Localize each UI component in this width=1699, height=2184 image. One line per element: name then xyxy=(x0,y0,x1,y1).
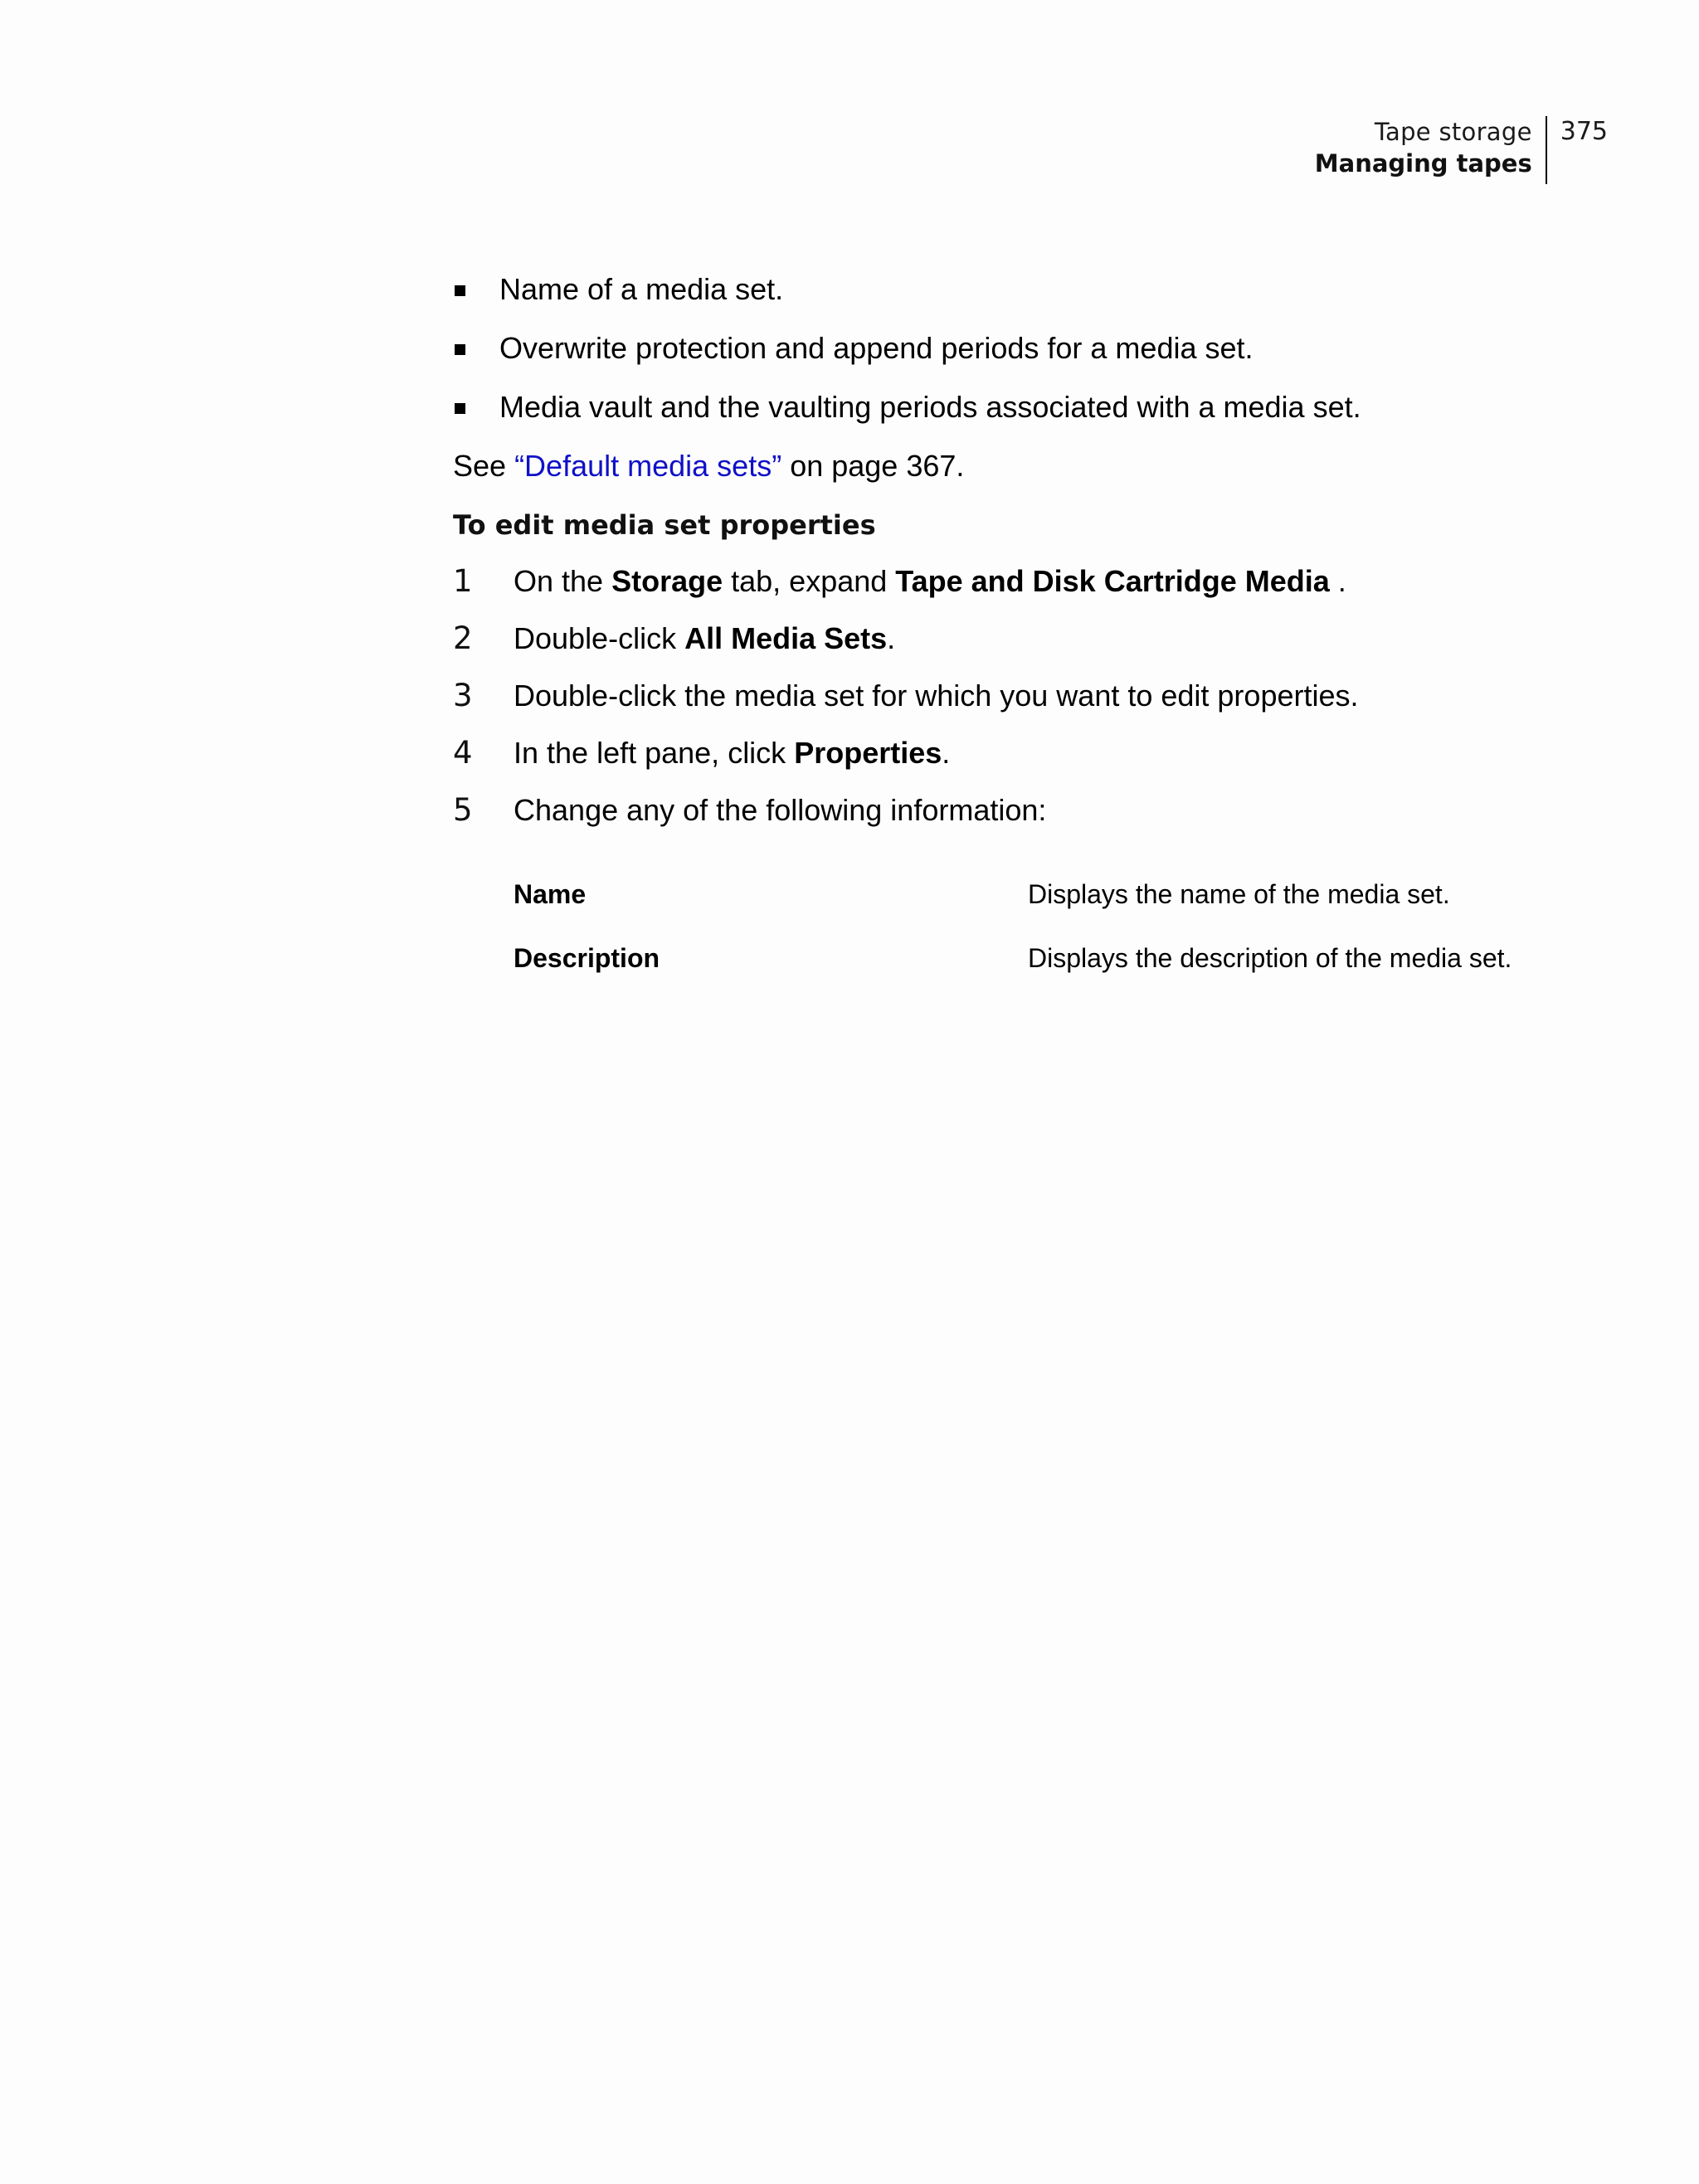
header-chapter-title: Tape storage xyxy=(1374,118,1532,146)
list-item xyxy=(453,270,1614,328)
step-3 xyxy=(453,676,1614,733)
property-description: Displays the name of the media set. xyxy=(1028,879,1450,909)
page-body xyxy=(453,270,1614,990)
step-text-part: Double-click xyxy=(514,621,685,655)
step-4 xyxy=(453,733,1614,790)
running-header xyxy=(1315,116,1608,184)
see-prefix: See xyxy=(453,449,515,483)
step-number: 1 xyxy=(453,563,473,599)
step-text: Double-click the media set for which you want to edit properties. xyxy=(514,679,1359,713)
step-1 xyxy=(453,562,1614,619)
table-row xyxy=(514,863,1512,927)
list-item xyxy=(453,387,1614,446)
step-text: Change any of the following information: xyxy=(514,793,1047,827)
table-row xyxy=(514,927,1512,990)
properties-table xyxy=(514,863,1512,990)
square-bullet-icon xyxy=(455,403,465,414)
step-2 xyxy=(453,619,1614,676)
bullet-list xyxy=(453,270,1614,446)
header-titles xyxy=(1315,116,1547,184)
square-bullet-icon xyxy=(455,344,465,355)
step-number: 4 xyxy=(453,735,473,771)
properties-label: Properties xyxy=(794,736,942,770)
default-media-sets-link[interactable]: “Default media sets” xyxy=(514,449,782,483)
step-number: 2 xyxy=(453,620,473,656)
step-text-part: . xyxy=(942,736,951,770)
property-name: Description xyxy=(514,943,660,973)
all-media-sets-label: All Media Sets xyxy=(684,621,888,655)
step-text-part: tab, expand xyxy=(723,564,896,598)
step-number: 5 xyxy=(453,792,473,828)
step-number: 3 xyxy=(453,678,473,713)
property-description: Displays the description of the media set. xyxy=(1028,943,1512,973)
procedure-steps xyxy=(453,562,1614,848)
list-item xyxy=(453,328,1614,387)
step-text-part: On the xyxy=(514,564,612,598)
step-text-part: In the left pane, click xyxy=(514,736,795,770)
bullet-text: Overwrite protection and append periods for a media set. xyxy=(499,331,1254,365)
square-bullet-icon xyxy=(455,285,465,296)
storage-tab-label: Storage xyxy=(611,564,723,598)
step-5 xyxy=(453,790,1614,848)
see-suffix: on page 367. xyxy=(781,449,965,483)
step-text xyxy=(514,621,895,655)
property-name: Name xyxy=(514,879,587,909)
header-section-title: Managing tapes xyxy=(1314,149,1532,178)
tape-disk-cartridge-media-label: Tape and Disk Cartridge Media xyxy=(895,564,1330,598)
step-text-part: . xyxy=(887,621,896,655)
bullet-text: Media vault and the vaulting periods associated with a media set. xyxy=(499,390,1361,424)
step-text-part: . xyxy=(1329,564,1346,598)
step-text xyxy=(514,564,1346,598)
procedure-title: To edit media set properties xyxy=(453,509,876,541)
step-text xyxy=(514,736,950,770)
page-number: 375 xyxy=(1560,117,1608,146)
see-reference xyxy=(453,446,1614,505)
bullet-text: Name of a media set. xyxy=(499,272,784,306)
